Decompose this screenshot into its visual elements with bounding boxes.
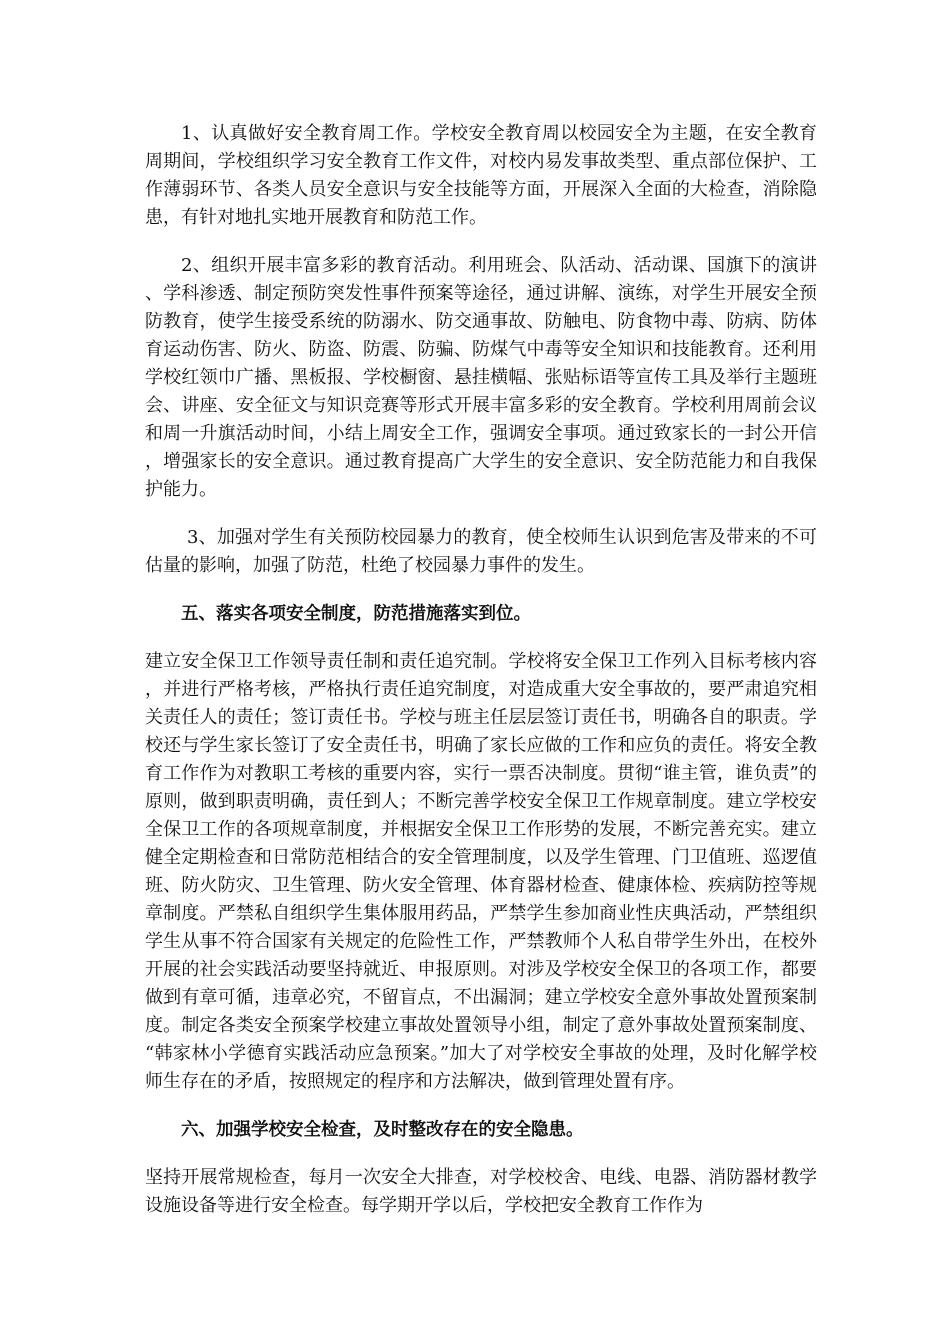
section-heading-six: 六、加强学校安全检查，及时整改存在的安全隐患。	[181, 1120, 584, 1140]
paragraph-campus-violence: 3、加强对学生有关预防校园暴力的教育，使全校师生认识到危害及带来的不可估量的影响，加强了防范，杜绝了校园暴力事件的发生。	[145, 527, 817, 576]
section-heading-five: 五、落实各项安全制度，防范措施落实到位。	[181, 604, 531, 624]
paragraph-education-activities: 2、组织开展丰富多彩的教育活动。利用班会、队活动、活动课、国旗下的演讲、学科渗透、制定预防突发性事件预案等途径，通过讲解、演练，对学生开展安全预防教育，使学生接受系统的防溺水、防交通事故、防触电、防食物中毒、防病、防体育运动伤害、防火、防盗、防震、防骗、防煤气中毒等安全知识和技能教育。还利用学校红领巾广播、黑板报、学校橱窗、悬挂横幅、张贴标语等宣传工具及举行主题班会、讲座、安全征文与知识竞赛等形式开展丰富多彩的安全教育。学校利用周前会议和周一升旗活动时间，小结上周安全工作，强调安全事项。通过致家长的一封公开信，增强家长的安全意识。通过教育提高广大学生的安全意识、安全防范能力和自我保护能力。	[145, 255, 817, 500]
paragraph-safety-system: 建立安全保卫工作领导责任制和责任追究制。学校将安全保卫工作列入目标考核内容，并进行严格考核，严格执行责任追究制度，对造成重大安全事故的，要严肃追究相关责任人的责任；签订责任书。学校与班主任层层签订责任书，明确各自的职责。学校还与学生家长签订了安全责任书，明确了家长应做的工作和应负的责任。将安全教育工作作为对教职工考核的重要内容，实行一票否决制度。贯彻“谁主管，谁负责”的原则，做到职责明确，责任到人；不断完善学校安全保卫工作规章制度。建立学校安全保卫工作的各项规章制度，并根据安全保卫工作形势的发展，不断完善充实。建立健全定期检查和日常防范相结合的安全管理制度，以及学生管理、门卫值班、巡逻值班、防火防灾、卫生管理、防火安全管理、体育器材检查、健康体检、疾病防控等规章制度。严禁私自组织学生集体服用药品，严禁学生参加商业性庆典活动，严禁组织学生从事不符合国家有关规定的危险性工作，严禁教师个人私自带学生外出，在校外开展的社会实践活动要坚持就近、申报原则。对涉及学校安全保卫的各项工作，都要做到有章可循，违章必究，不留盲点，不出漏洞；建立学校安全意外事故处置预案制度。制定各类安全预案学校建立事故处置领导小组，制定了意外事故处置预案制度、“韩家林小学德育实践活动应急预案。”加大了对学校安全事故的处理，及时化解学校师生存在的矛盾，按照规定的程序和方法解决，做到管理处置有序。	[145, 651, 817, 1092]
paragraph-safety-inspection: 坚持开展常规检查，每月一次安全大排查，对学校校舍、电线、电器、消防器材教学设施设备等进行安全检查。每学期开学以后，学校把安全教育工作作为	[145, 1167, 817, 1216]
paragraph-safety-week: 1、认真做好安全教育周工作。学校安全教育周以校园安全为主题，在安全教育周期间，学校组织学习安全教育工作文件，对校内易发事故类型、重点部位保护、工作薄弱环节、各类人员安全意识与安全技能等方面，开展深入全面的大检查，消除隐患，有针对地扎实地开展教育和防范工作。	[145, 123, 817, 228]
document-body	[145, 120, 817, 1240]
